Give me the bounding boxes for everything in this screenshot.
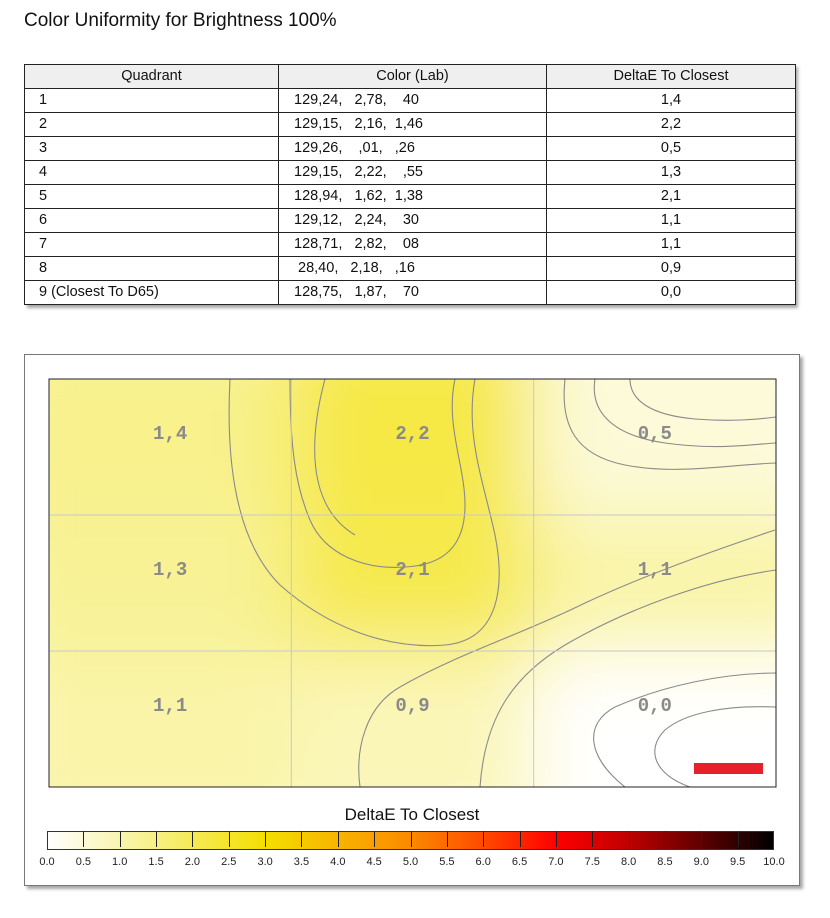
scale-tick xyxy=(229,831,230,847)
scale-tick xyxy=(265,831,266,847)
scale-tick-label: 0.5 xyxy=(75,856,91,868)
scale-tick-label: 6.5 xyxy=(511,856,528,868)
scale-tick-label: 5.5 xyxy=(439,856,455,868)
lab-cell: 129,26, ,01, ,26 xyxy=(279,137,547,161)
table-row xyxy=(25,257,796,281)
scale-tick xyxy=(447,831,448,847)
cell-value-label: 2,1 xyxy=(395,559,430,581)
lab-cell: 128,75, 1,87, 70 xyxy=(279,281,547,305)
quadrant-cell: 7 xyxy=(25,233,279,257)
header-color-lab: Color (Lab) xyxy=(279,65,547,89)
scale-tick xyxy=(556,831,557,847)
scale-tick xyxy=(411,831,412,847)
quadrant-cell: 8 xyxy=(25,257,279,281)
scale-tick xyxy=(629,831,630,847)
scale-tick xyxy=(483,831,484,847)
scale-tick-label: 7.5 xyxy=(584,856,600,868)
scale-tick-label: 6.0 xyxy=(475,856,491,868)
reference-marker xyxy=(694,763,763,774)
heat-cell xyxy=(25,651,291,795)
lab-cell: 129,15, 2,16, 1,46 xyxy=(279,113,547,137)
scale-tick-label: 1.0 xyxy=(112,856,128,868)
table-header-row xyxy=(25,65,796,89)
scale-tick-label: 2.5 xyxy=(221,856,237,868)
scale-tick xyxy=(520,831,521,847)
cell-value-label: 2,2 xyxy=(395,423,430,445)
cell-value-label: 1,1 xyxy=(637,559,672,581)
quadrant-cell: 1 xyxy=(25,89,279,113)
table-row xyxy=(25,233,796,257)
legend-title: DeltaE To Closest xyxy=(344,805,480,824)
scale-tick-label: 8.5 xyxy=(657,856,673,868)
lab-cell: 129,15, 2,22, ,55 xyxy=(279,161,547,185)
table-row xyxy=(25,209,796,233)
heat-cell xyxy=(291,515,533,651)
scale-tick xyxy=(156,831,157,847)
scale-tick xyxy=(120,831,121,847)
lab-cell: 28,40, 2,18, ,16 xyxy=(279,257,547,281)
quadrant-cell: 6 xyxy=(25,209,279,233)
deltae-cell: 2,2 xyxy=(547,113,796,137)
header-quadrant: Quadrant xyxy=(25,65,279,89)
cell-value-label: 1,3 xyxy=(153,559,188,581)
scale-tick-label: 3.0 xyxy=(257,856,273,868)
quadrant-cell: 4 xyxy=(25,161,279,185)
scale-tick-label: 9.5 xyxy=(729,856,746,868)
deltae-cell: 1,3 xyxy=(547,161,796,185)
table-row xyxy=(25,113,796,137)
scale-tick xyxy=(83,831,84,847)
quadrant-cell: 3 xyxy=(25,137,279,161)
scale-tick-label: 3.5 xyxy=(293,856,310,868)
cell-value-label: 1,4 xyxy=(153,423,188,445)
scale-tick-label: 9.0 xyxy=(693,856,709,868)
table-row xyxy=(25,161,796,185)
scale-tick-label: 2.0 xyxy=(184,856,201,868)
scale-tick-label: 8.0 xyxy=(620,856,637,868)
scale-tick xyxy=(301,831,302,847)
heat-cell xyxy=(291,651,533,795)
scale-tick-label: 1.5 xyxy=(148,856,164,868)
cell-value-label: 1,1 xyxy=(153,695,188,717)
scale-tick xyxy=(338,831,339,847)
deltae-cell: 0,5 xyxy=(547,137,796,161)
scale-tick-label: 10.0 xyxy=(763,856,785,868)
lab-cell: 129,12, 2,24, 30 xyxy=(279,209,547,233)
quadrant-cell: 2 xyxy=(25,113,279,137)
scale-tick xyxy=(701,831,702,847)
scale-tick-label: 7.0 xyxy=(548,856,564,868)
lab-cell: 128,71, 2,82, 08 xyxy=(279,233,547,257)
scale-tick xyxy=(738,831,739,847)
lab-cell: 128,94, 1,62, 1,38 xyxy=(279,185,547,209)
uniformity-table-container xyxy=(24,64,795,305)
uniformity-table xyxy=(24,64,796,305)
table-row xyxy=(25,89,796,113)
scale-tick-label: 4.0 xyxy=(330,856,346,868)
quadrant-cell: 5 xyxy=(25,185,279,209)
table-row xyxy=(25,137,796,161)
deltae-cell: 1,1 xyxy=(547,233,796,257)
header-deltae: DeltaE To Closest xyxy=(547,65,796,89)
scale-tick-label: 0.0 xyxy=(39,856,55,868)
heat-cell xyxy=(25,515,291,651)
cell-value-label: 0,9 xyxy=(395,695,430,717)
deltae-cell: 1,4 xyxy=(547,89,796,113)
scale-tick-label: 4.5 xyxy=(366,856,382,868)
deltae-cell: 1,1 xyxy=(547,209,796,233)
table-row xyxy=(25,185,796,209)
scale-tick xyxy=(665,831,666,847)
lab-cell: 129,24, 2,78, 40 xyxy=(279,89,547,113)
quadrant-cell: 9 (Closest To D65) xyxy=(25,281,279,305)
deltae-cell: 2,1 xyxy=(547,185,796,209)
scale-tick-label: 5.0 xyxy=(402,856,419,868)
heatmap-svg xyxy=(25,355,799,795)
heatmap-chart xyxy=(24,354,800,886)
color-scale-ticks xyxy=(25,829,799,879)
deltae-cell: 0,0 xyxy=(547,281,796,305)
deltae-cell: 0,9 xyxy=(547,257,796,281)
cell-value-label: 0,5 xyxy=(637,423,672,445)
scale-tick xyxy=(374,831,375,847)
cell-value-label: 0,0 xyxy=(637,695,672,717)
table-row xyxy=(25,281,796,305)
page-title: Color Uniformity for Brightness 100% xyxy=(24,10,337,31)
scale-tick xyxy=(192,831,193,847)
scale-tick xyxy=(592,831,593,847)
